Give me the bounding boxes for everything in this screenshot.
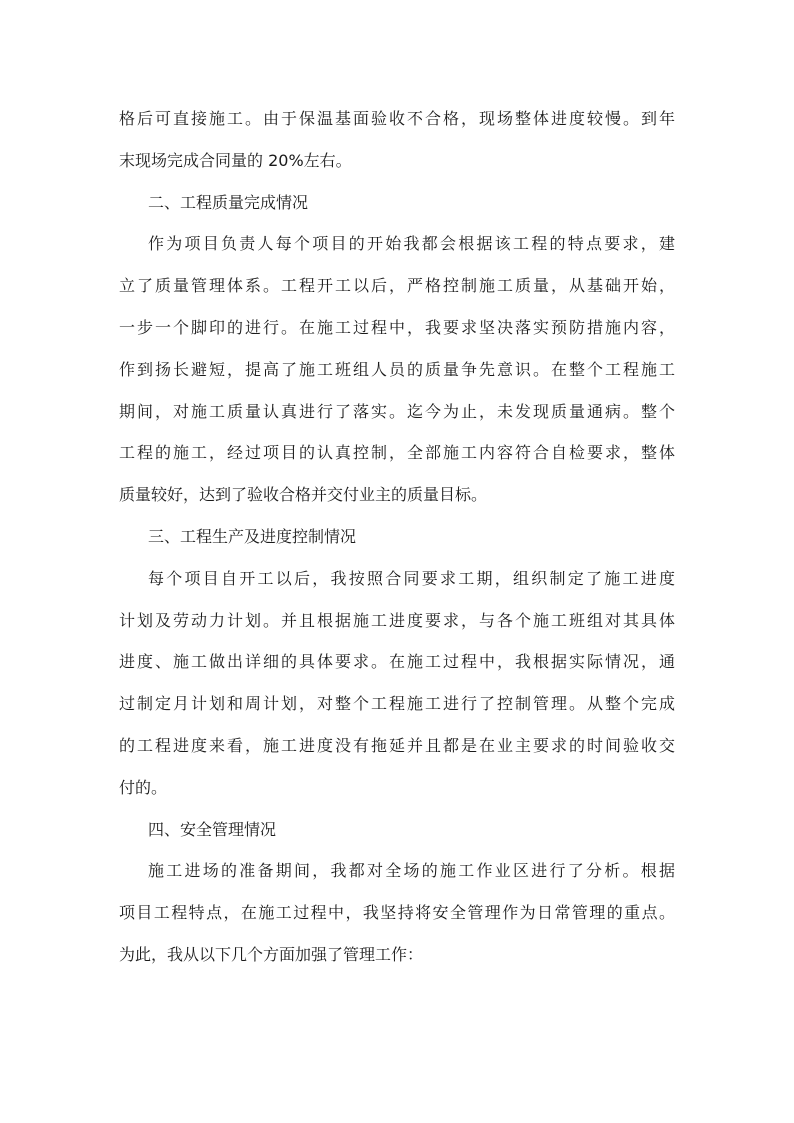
paragraph-line: 每个项目自开工以后，我按照合同要求工期，组织制定了施工进度 [148,568,675,588]
paragraph-line: 立了质量管理体系。工程开工以后，严格控制施工质量，从基础开始， [119,276,675,296]
paragraph-line: 的工程进度来看，施工进度没有拖延并且都是在业主要求的时间验收交 [119,735,675,755]
paragraph-line: 作到扬长避短，提高了施工班组人员的质量争先意识。在整个工程施工 [119,359,675,379]
paragraph-line: 期间，对施工质量认真进行了落实。迄今为止，未发现质量通病。整个 [119,401,675,421]
paragraph-line: 为此，我从以下几个方面加强了管理工作： [119,944,424,964]
paragraph-line: 末现场完成合同量的 20%左右。 [119,150,352,170]
paragraph-line: 质量较好，达到了验收合格并交付业主的质量目标。 [119,485,488,505]
paragraph-line: 作为项目负责人每个项目的开始我都会根据该工程的特点要求，建 [148,234,675,254]
paragraph-line: 过制定月计划和周计划，对整个工程施工进行了控制管理。从整个完成 [119,694,675,714]
paragraph-line: 一步一个脚印的进行。在施工过程中，我要求坚决落实预防措施内容， [119,317,675,337]
paragraph-line: 项目工程特点，在施工过程中，我坚持将安全管理作为日常管理的重点。 [119,903,675,923]
paragraph-line: 计划及劳动力计划。并且根据施工进度要求，与各个施工班组对其具体 [119,610,675,630]
paragraph-line: 格后可直接施工。由于保温基面验收不合格，现场整体进度较慢。到年 [119,109,675,128]
paragraph-line: 进度、施工做出详细的具体要求。在施工过程中，我根据实际情况，通 [119,652,675,672]
section-heading: 四、安全管理情况 [148,819,277,839]
section-heading: 三、工程生产及进度控制情况 [148,526,357,546]
paragraph-line: 工程的施工，经过项目的认真控制，全部施工内容符合自检要求，整体 [119,443,675,463]
document-body [119,98,675,976]
paragraph-line: 付的。 [119,777,168,797]
section-heading: 二、工程质量完成情况 [148,192,309,212]
paragraph-line: 施工进场的准备期间，我都对全场的施工作业区进行了分析。根据 [148,861,675,881]
